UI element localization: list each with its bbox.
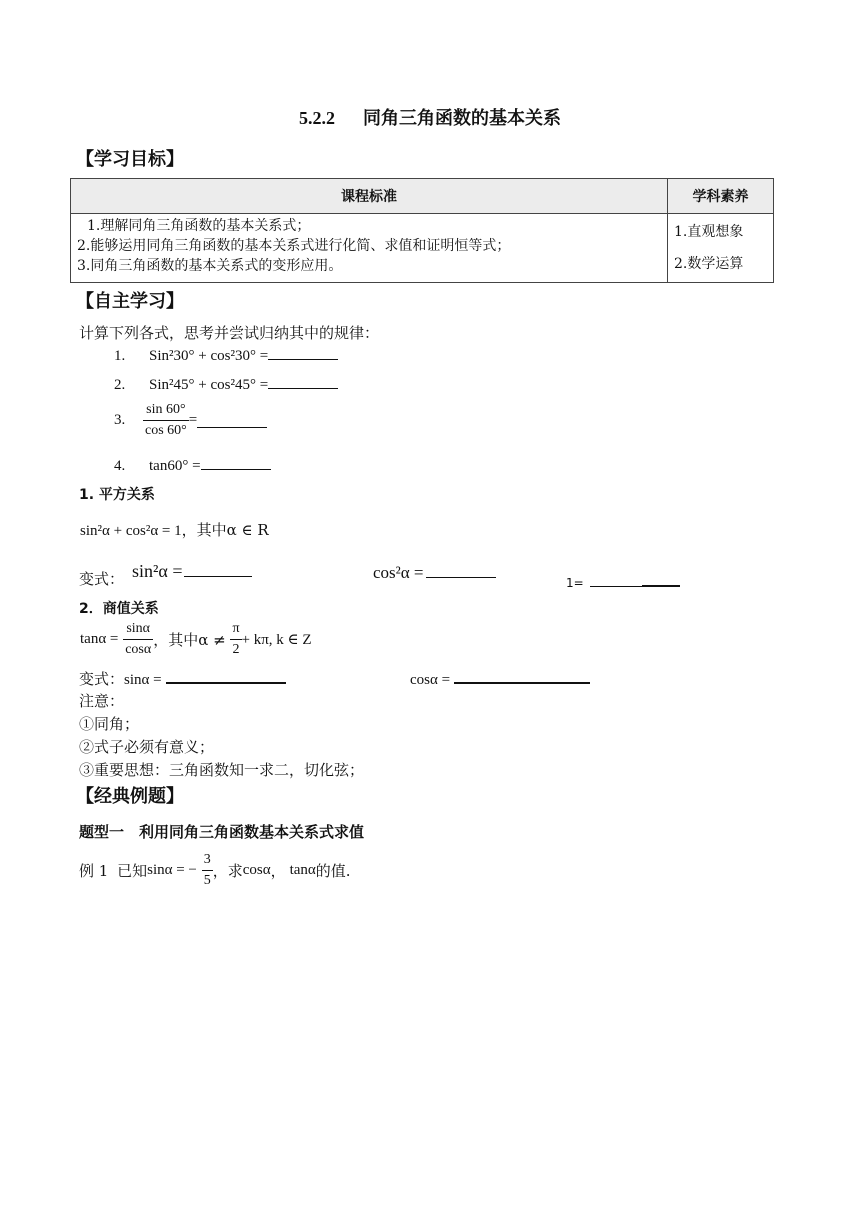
- exercise-expr: Sin²45° + cos²45° =: [149, 377, 269, 393]
- ask-cos: cosα: [242, 862, 271, 878]
- fraction-denominator: cos 60°: [145, 423, 187, 438]
- title-text: 同角三角函数的基本关系: [363, 108, 561, 129]
- fraction: [202, 852, 213, 889]
- literacy-cell: [668, 214, 774, 283]
- exercise-3: [114, 402, 267, 439]
- standard-item: 1.理解同角三角函数的基本关系式；: [87, 218, 311, 234]
- ask-suffix: 的值.: [315, 862, 351, 880]
- square-variants-label: 变式：: [79, 570, 125, 588]
- variant-expr: cos²α =: [373, 563, 424, 582]
- answer-blank: [268, 345, 338, 360]
- quotient-variants: [79, 668, 286, 689]
- fraction: [143, 402, 189, 439]
- variant-expr: cosα =: [410, 672, 451, 688]
- equals-sign: =: [188, 412, 198, 428]
- answer-blank: [201, 455, 271, 470]
- objectives-heading: 【学习目标】: [76, 149, 184, 170]
- header-standards: 课程标准: [71, 179, 668, 214]
- fraction-numerator: sinα: [123, 621, 153, 640]
- table-row: [71, 214, 774, 283]
- exercise-1: [114, 345, 338, 365]
- exercise-expr: tan60° =: [149, 458, 201, 474]
- fraction-denominator: 5: [203, 873, 211, 888]
- fraction: [123, 621, 153, 658]
- self-study-heading: 【自主学习】: [76, 291, 184, 312]
- variant-expr: sinα =: [124, 672, 162, 688]
- variant-expr: sin²α =: [132, 561, 183, 581]
- examples-heading: 【经典例题】: [76, 786, 184, 807]
- quotient-relation-heading: 2．商值关系: [79, 601, 159, 617]
- exercise-number: 4.: [114, 458, 126, 474]
- ask-tan: tanα: [289, 862, 316, 878]
- example-given: 已知: [117, 862, 148, 880]
- example-type-heading: 题型一 利用同角三角函数基本关系式求值: [79, 823, 365, 841]
- condition-prefix: ，其中α ≠: [153, 631, 226, 649]
- literacy-item: 2.数学运算: [674, 256, 744, 272]
- variant-expr: 1=: [566, 576, 584, 590]
- formula-condition: ，其中α ∈ R: [181, 521, 269, 539]
- square-variant-3: [566, 571, 680, 590]
- fraction-denominator: 2: [232, 642, 240, 657]
- quotient-relation-formula: [80, 621, 312, 658]
- exercise-number: 1.: [114, 348, 126, 364]
- standard-item: 3.同角三角函数的基本关系式的变形应用。: [77, 258, 343, 274]
- section-number: 5.2.2: [299, 108, 335, 128]
- formula: sin²α + cos²α = 1: [80, 523, 182, 539]
- fraction-numerator: π: [230, 621, 241, 640]
- square-relation-formula: [80, 519, 269, 540]
- standard-item: 2.能够运用同角三角函数的基本关系式进行化简、求值和证明恒等式；: [77, 238, 511, 254]
- page-title: [0, 104, 860, 130]
- exercise-expr: Sin²30° + cos²30° =: [149, 348, 269, 364]
- formula-lhs: tanα =: [80, 631, 119, 647]
- square-variant-1: [132, 561, 252, 582]
- answer-blank: [454, 668, 590, 684]
- self-study-intro: 计算下列各式，思考并尝试归纳其中的规律：: [79, 324, 380, 342]
- answer-blank: [642, 571, 680, 587]
- literacy-item: 1.直观想象: [674, 224, 744, 240]
- quotient-variant-2: [410, 668, 590, 689]
- note-item: ①同角；: [79, 715, 140, 733]
- example-expr: sinα = −: [147, 862, 197, 878]
- answer-blank: [268, 374, 338, 389]
- variants-label: 变式：: [79, 670, 125, 688]
- fraction-numerator: 3: [202, 852, 213, 871]
- exercise-number: 2.: [114, 377, 126, 393]
- standards-cell: [71, 214, 668, 283]
- objectives-table: [70, 178, 774, 283]
- note-item: ③重要思想：三角函数知一求二，切化弦；: [79, 761, 365, 779]
- answer-blank: [166, 668, 286, 684]
- fraction-numerator: sin 60°: [143, 402, 189, 421]
- answer-blank: [590, 572, 642, 587]
- square-relation-heading: 1. 平方关系: [79, 487, 155, 503]
- header-literacy: 学科素养: [668, 179, 774, 214]
- answer-blank: [426, 563, 496, 578]
- exercise-2: [114, 374, 338, 394]
- answer-blank: [197, 413, 267, 428]
- fraction: [230, 621, 241, 658]
- example-1: [79, 852, 351, 889]
- fraction-denominator: cosα: [125, 642, 152, 657]
- exercise-4: [114, 455, 271, 475]
- example-label: 例 1: [79, 862, 109, 880]
- note-item: ②式子必须有意义；: [79, 738, 215, 756]
- ask-prefix: ，求: [212, 862, 243, 880]
- ask-sep: ，: [270, 862, 286, 880]
- square-variant-2: [373, 563, 496, 583]
- notes-label: 注意：: [79, 692, 125, 710]
- table-header-row: [71, 179, 774, 214]
- exercise-number: 3.: [114, 412, 126, 428]
- condition-suffix: + kπ, k ∈ Z: [241, 632, 312, 648]
- answer-blank: [184, 562, 252, 577]
